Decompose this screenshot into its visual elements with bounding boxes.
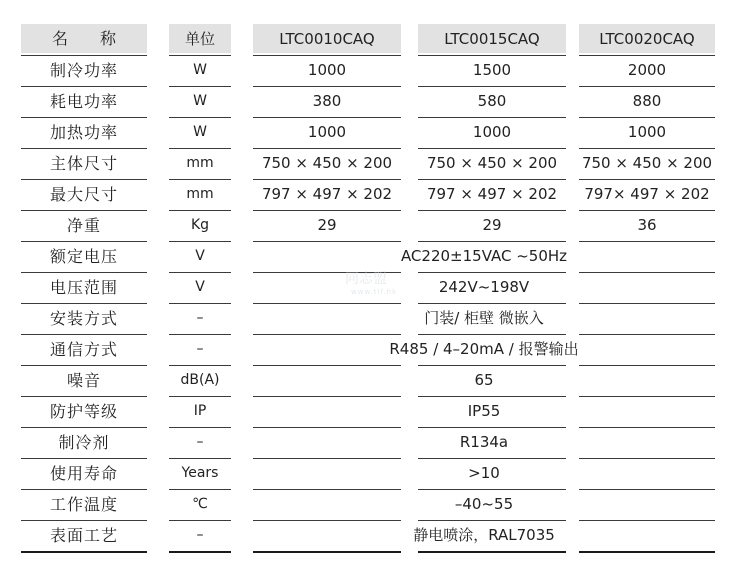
row-unit: Years (181, 465, 219, 481)
header-model-3: LTC0020CAQ (579, 24, 715, 53)
row-value-shared: 242V~198V (438, 278, 530, 296)
row-unit: W (193, 93, 207, 109)
row-value-model-1: 1000 (307, 61, 347, 79)
row-divider (253, 551, 401, 553)
row-value-model-2: 29 (482, 216, 502, 234)
header-name: 名 称 (21, 24, 147, 53)
row-value-shared: AC220±15VAC ~50Hz (400, 247, 568, 265)
row-value-shared: 65 (474, 371, 494, 389)
table-row (0, 521, 742, 550)
row-value-model-3: 36 (637, 216, 657, 234)
table-row (0, 397, 742, 426)
row-value-shared: 静电喷涂，RAL7035 (413, 526, 555, 544)
row-value-model-2: 580 (477, 92, 507, 110)
row-value-model-2: 1500 (472, 61, 512, 79)
row-value-model-1: 380 (312, 92, 342, 110)
table-row (0, 335, 742, 364)
table-row (0, 149, 742, 178)
row-divider (169, 551, 231, 553)
row-value-shared: R134a (459, 433, 509, 451)
row-unit: dB(A) (180, 372, 220, 388)
row-unit: W (193, 124, 207, 140)
row-value-model-3: 2000 (627, 61, 667, 79)
row-value-model-2: 797 × 497 × 202 (426, 185, 558, 203)
row-label: 噪音 (66, 371, 101, 390)
header-model-2: LTC0015CAQ (418, 24, 566, 53)
row-label: 防护等级 (49, 402, 118, 421)
row-value-model-2: 750 × 450 × 200 (426, 154, 558, 172)
row-value-model-1: 29 (317, 216, 337, 234)
table-row (0, 180, 742, 209)
row-label: 制冷功率 (49, 61, 118, 80)
table-row (0, 459, 742, 488)
table-row (0, 304, 742, 333)
row-label: 耗电功率 (49, 92, 118, 111)
row-value-shared: R485 / 4–20mA / 报警输出 (389, 340, 579, 358)
header-unit: 单位 (169, 24, 231, 53)
row-unit: V (195, 248, 205, 264)
row-label: 制冷剂 (58, 433, 110, 452)
row-unit: – (196, 434, 204, 450)
row-label: 额定电压 (49, 247, 118, 266)
row-label: 安装方式 (49, 309, 118, 328)
row-label: 净重 (66, 216, 101, 235)
header-model-1: LTC0010CAQ (253, 24, 401, 53)
watermark-text: 同志盟 (345, 271, 387, 287)
row-unit: – (196, 527, 204, 543)
table-row (0, 56, 742, 85)
row-unit: V (195, 279, 205, 295)
row-value-model-3: 1000 (627, 123, 667, 141)
row-value-model-3: 750 × 450 × 200 (581, 154, 713, 172)
row-label: 表面工艺 (49, 526, 118, 545)
row-divider (579, 551, 715, 553)
row-value-model-1: 1000 (307, 123, 347, 141)
row-unit: ℃ (192, 496, 208, 512)
row-label: 工作温度 (49, 495, 118, 514)
row-divider (418, 551, 566, 553)
table-row (0, 118, 742, 147)
row-unit: mm (186, 155, 214, 171)
row-unit: W (193, 62, 207, 78)
row-label: 加热功率 (49, 123, 118, 142)
table-row (0, 242, 742, 271)
row-value-model-2: 1000 (472, 123, 512, 141)
row-label: 最大尺寸 (49, 185, 118, 204)
row-unit: mm (186, 186, 214, 202)
row-value-model-3: 797× 497 × 202 (584, 185, 710, 203)
row-label: 电压范围 (49, 278, 118, 297)
watermark-url: www.tlf.hk (351, 288, 398, 296)
table-row (0, 87, 742, 116)
row-label: 主体尺寸 (49, 154, 118, 173)
table-row (0, 490, 742, 519)
row-value-shared: –40~55 (454, 495, 514, 513)
row-label: 通信方式 (49, 340, 118, 359)
table-row (0, 273, 742, 302)
row-value-model-1: 750 × 450 × 200 (261, 154, 393, 172)
row-unit: – (196, 310, 204, 326)
row-value-model-1: 797 × 497 × 202 (261, 185, 393, 203)
row-value-shared: >10 (468, 464, 500, 482)
row-value-model-3: 880 (632, 92, 662, 110)
row-value-shared: 门装/ 柜壁 微嵌入 (424, 309, 544, 327)
row-unit: – (196, 341, 204, 357)
row-label: 使用寿命 (49, 464, 118, 483)
row-unit: Kg (190, 217, 210, 233)
table-row (0, 211, 742, 240)
row-value-shared: IP55 (467, 402, 501, 420)
table-header (0, 24, 742, 53)
row-divider (21, 551, 147, 553)
table-row (0, 366, 742, 395)
table-row (0, 428, 742, 457)
row-unit: IP (193, 403, 207, 419)
